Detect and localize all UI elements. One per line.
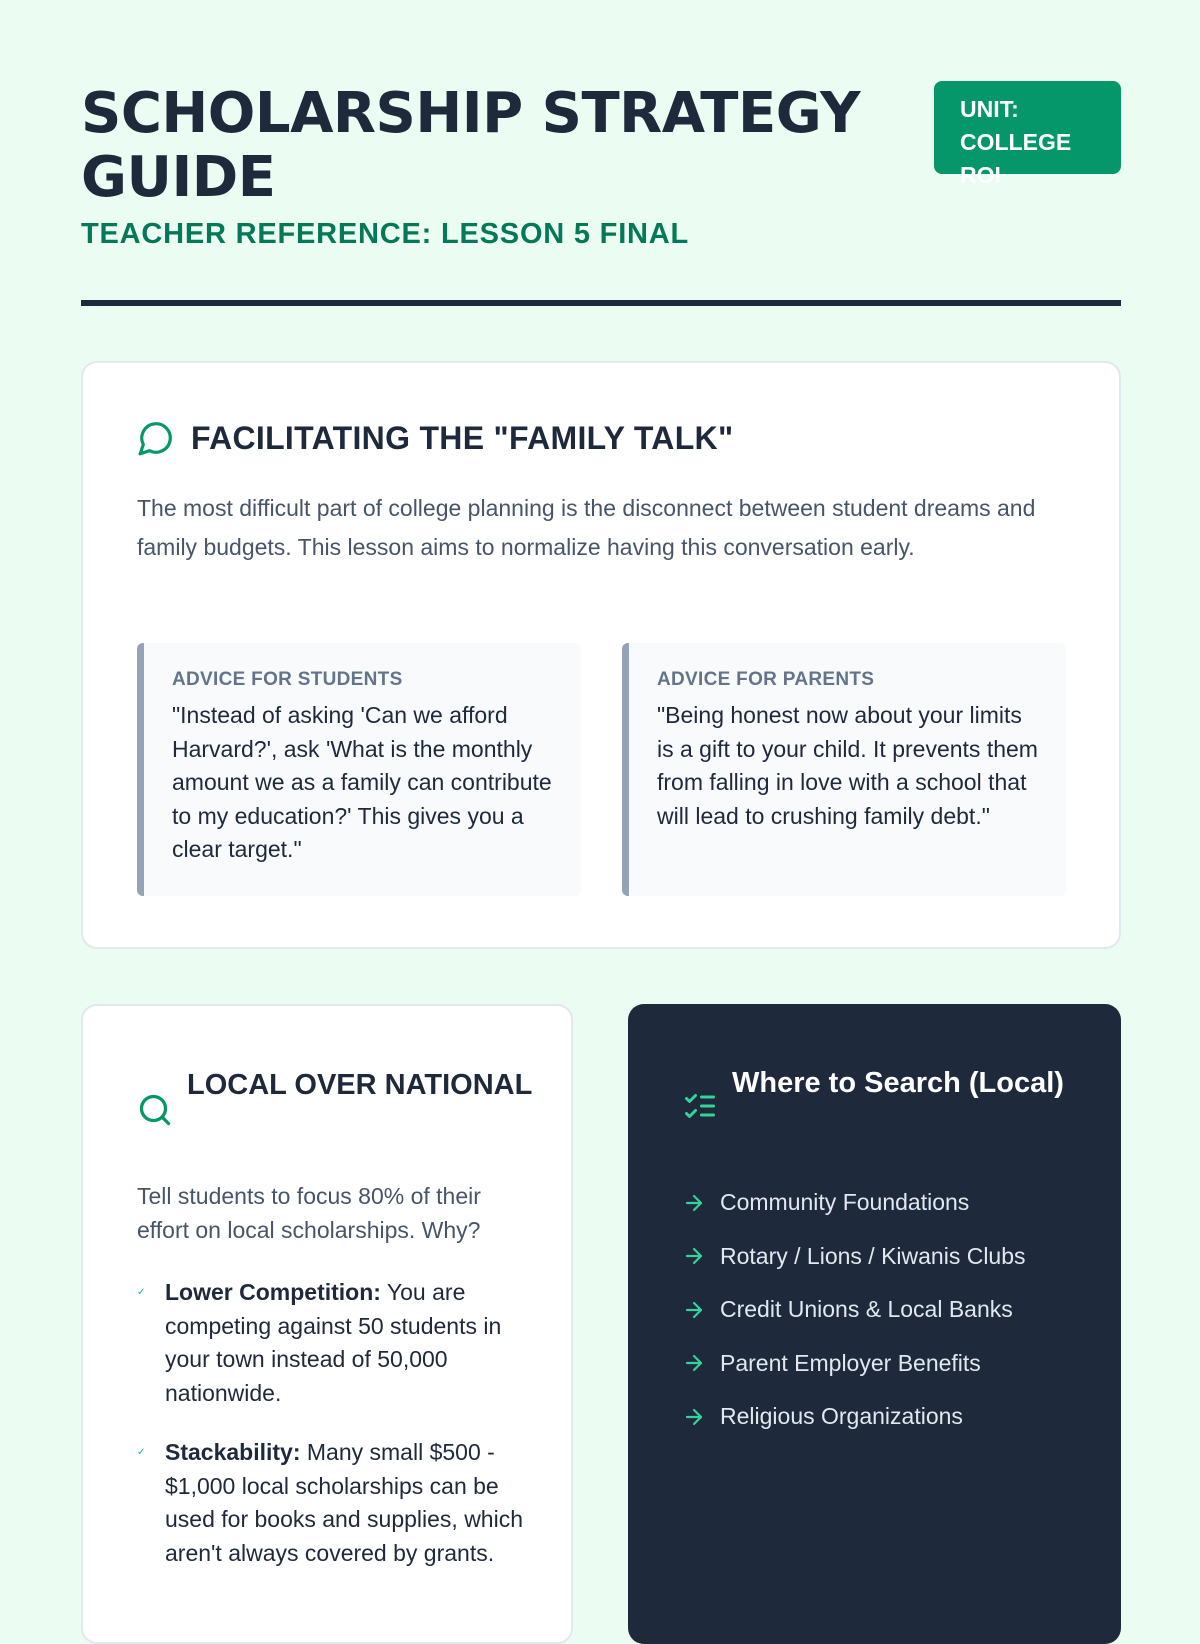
family-talk-title: FACILITATING THE "FAMILY TALK" <box>191 419 734 456</box>
where-to-search-card <box>628 1004 1121 1644</box>
check-icon: ✓ <box>137 1287 146 1298</box>
search-item-label: Community Foundations <box>720 1189 970 1216</box>
local-heading <box>137 1062 532 1128</box>
reason-text: You are competing against 50 students in your town instead of 50,000 nationwide. <box>165 1279 502 1406</box>
local-intro: Tell students to focus 80% of their effort on local scholarships. Why? <box>137 1183 481 1243</box>
search-list <box>682 1176 1026 1444</box>
local-over-national-card <box>81 1004 573 1644</box>
advice-parents-label: ADVICE FOR PARENTS <box>657 669 875 690</box>
list-item <box>682 1337 1026 1391</box>
list-item <box>137 1436 529 1570</box>
advice-parents-box <box>622 643 1066 896</box>
list-item <box>682 1230 1026 1284</box>
arrow-right-icon <box>682 1298 706 1322</box>
header-divider <box>81 300 1121 306</box>
arrow-right-icon <box>682 1351 706 1375</box>
arrow-right-icon <box>682 1244 706 1268</box>
page-subtitle: TEACHER REFERENCE: LESSON 5 FINAL <box>81 218 690 250</box>
search-item-label: Religious Organizations <box>720 1403 963 1430</box>
local-title <box>187 1062 532 1109</box>
advice-students-box <box>137 643 581 896</box>
reason-text: Many small $500 - $1,000 local scholarships can be used for books and supplies, which aren't always covered by grants. <box>165 1439 523 1566</box>
search-icon <box>137 1092 173 1128</box>
unit-badge: UNIT: COLLEGE ROI <box>934 81 1121 174</box>
header <box>81 0 1121 308</box>
family-talk-intro: The most difficult part of college planning is the disconnect between student dreams and family budgets. This lesson aims to normalize having this conversation early. <box>137 495 1036 560</box>
list-item <box>682 1283 1026 1337</box>
reason-term: Stackability: <box>165 1439 301 1465</box>
reasons-list <box>137 1276 529 1596</box>
advice-students-label: ADVICE FOR STUDENTS <box>172 669 403 690</box>
family-talk-card <box>81 361 1121 949</box>
arrow-right-icon <box>682 1405 706 1429</box>
family-talk-heading <box>137 419 733 457</box>
reason-term: Lower Competition: <box>165 1279 381 1305</box>
check-icon: ✓ <box>137 1447 146 1458</box>
list-item <box>682 1390 1026 1444</box>
arrow-right-icon <box>682 1191 706 1215</box>
list-item <box>137 1276 529 1410</box>
search-heading <box>682 1060 1064 1124</box>
message-circle-icon <box>137 419 175 457</box>
search-item-label: Credit Unions & Local Banks <box>720 1296 1013 1323</box>
advice-students-quote: "Instead of asking 'Can we afford Harvard?', ask 'What is the monthly amount we as a family can contribute to my education?' This gives you a clear target." <box>172 702 552 862</box>
advice-parents-quote: "Being honest now about your limits is a gift to your child. It prevents them from falling in love with a school that will lead to crushing family debt." <box>657 702 1038 829</box>
page <box>81 0 1121 1566</box>
local-title-text: LOCAL OVER NATIONAL <box>187 1069 533 1101</box>
search-title: Where to Search (Local) <box>732 1067 1064 1099</box>
page-title: SCHOLARSHIP STRATEGY GUIDE <box>81 81 861 210</box>
list-checks-icon <box>682 1088 718 1124</box>
search-item-label: Parent Employer Benefits <box>720 1349 981 1376</box>
list-item <box>682 1176 1026 1230</box>
search-item-label: Rotary / Lions / Kiwanis Clubs <box>720 1242 1026 1269</box>
